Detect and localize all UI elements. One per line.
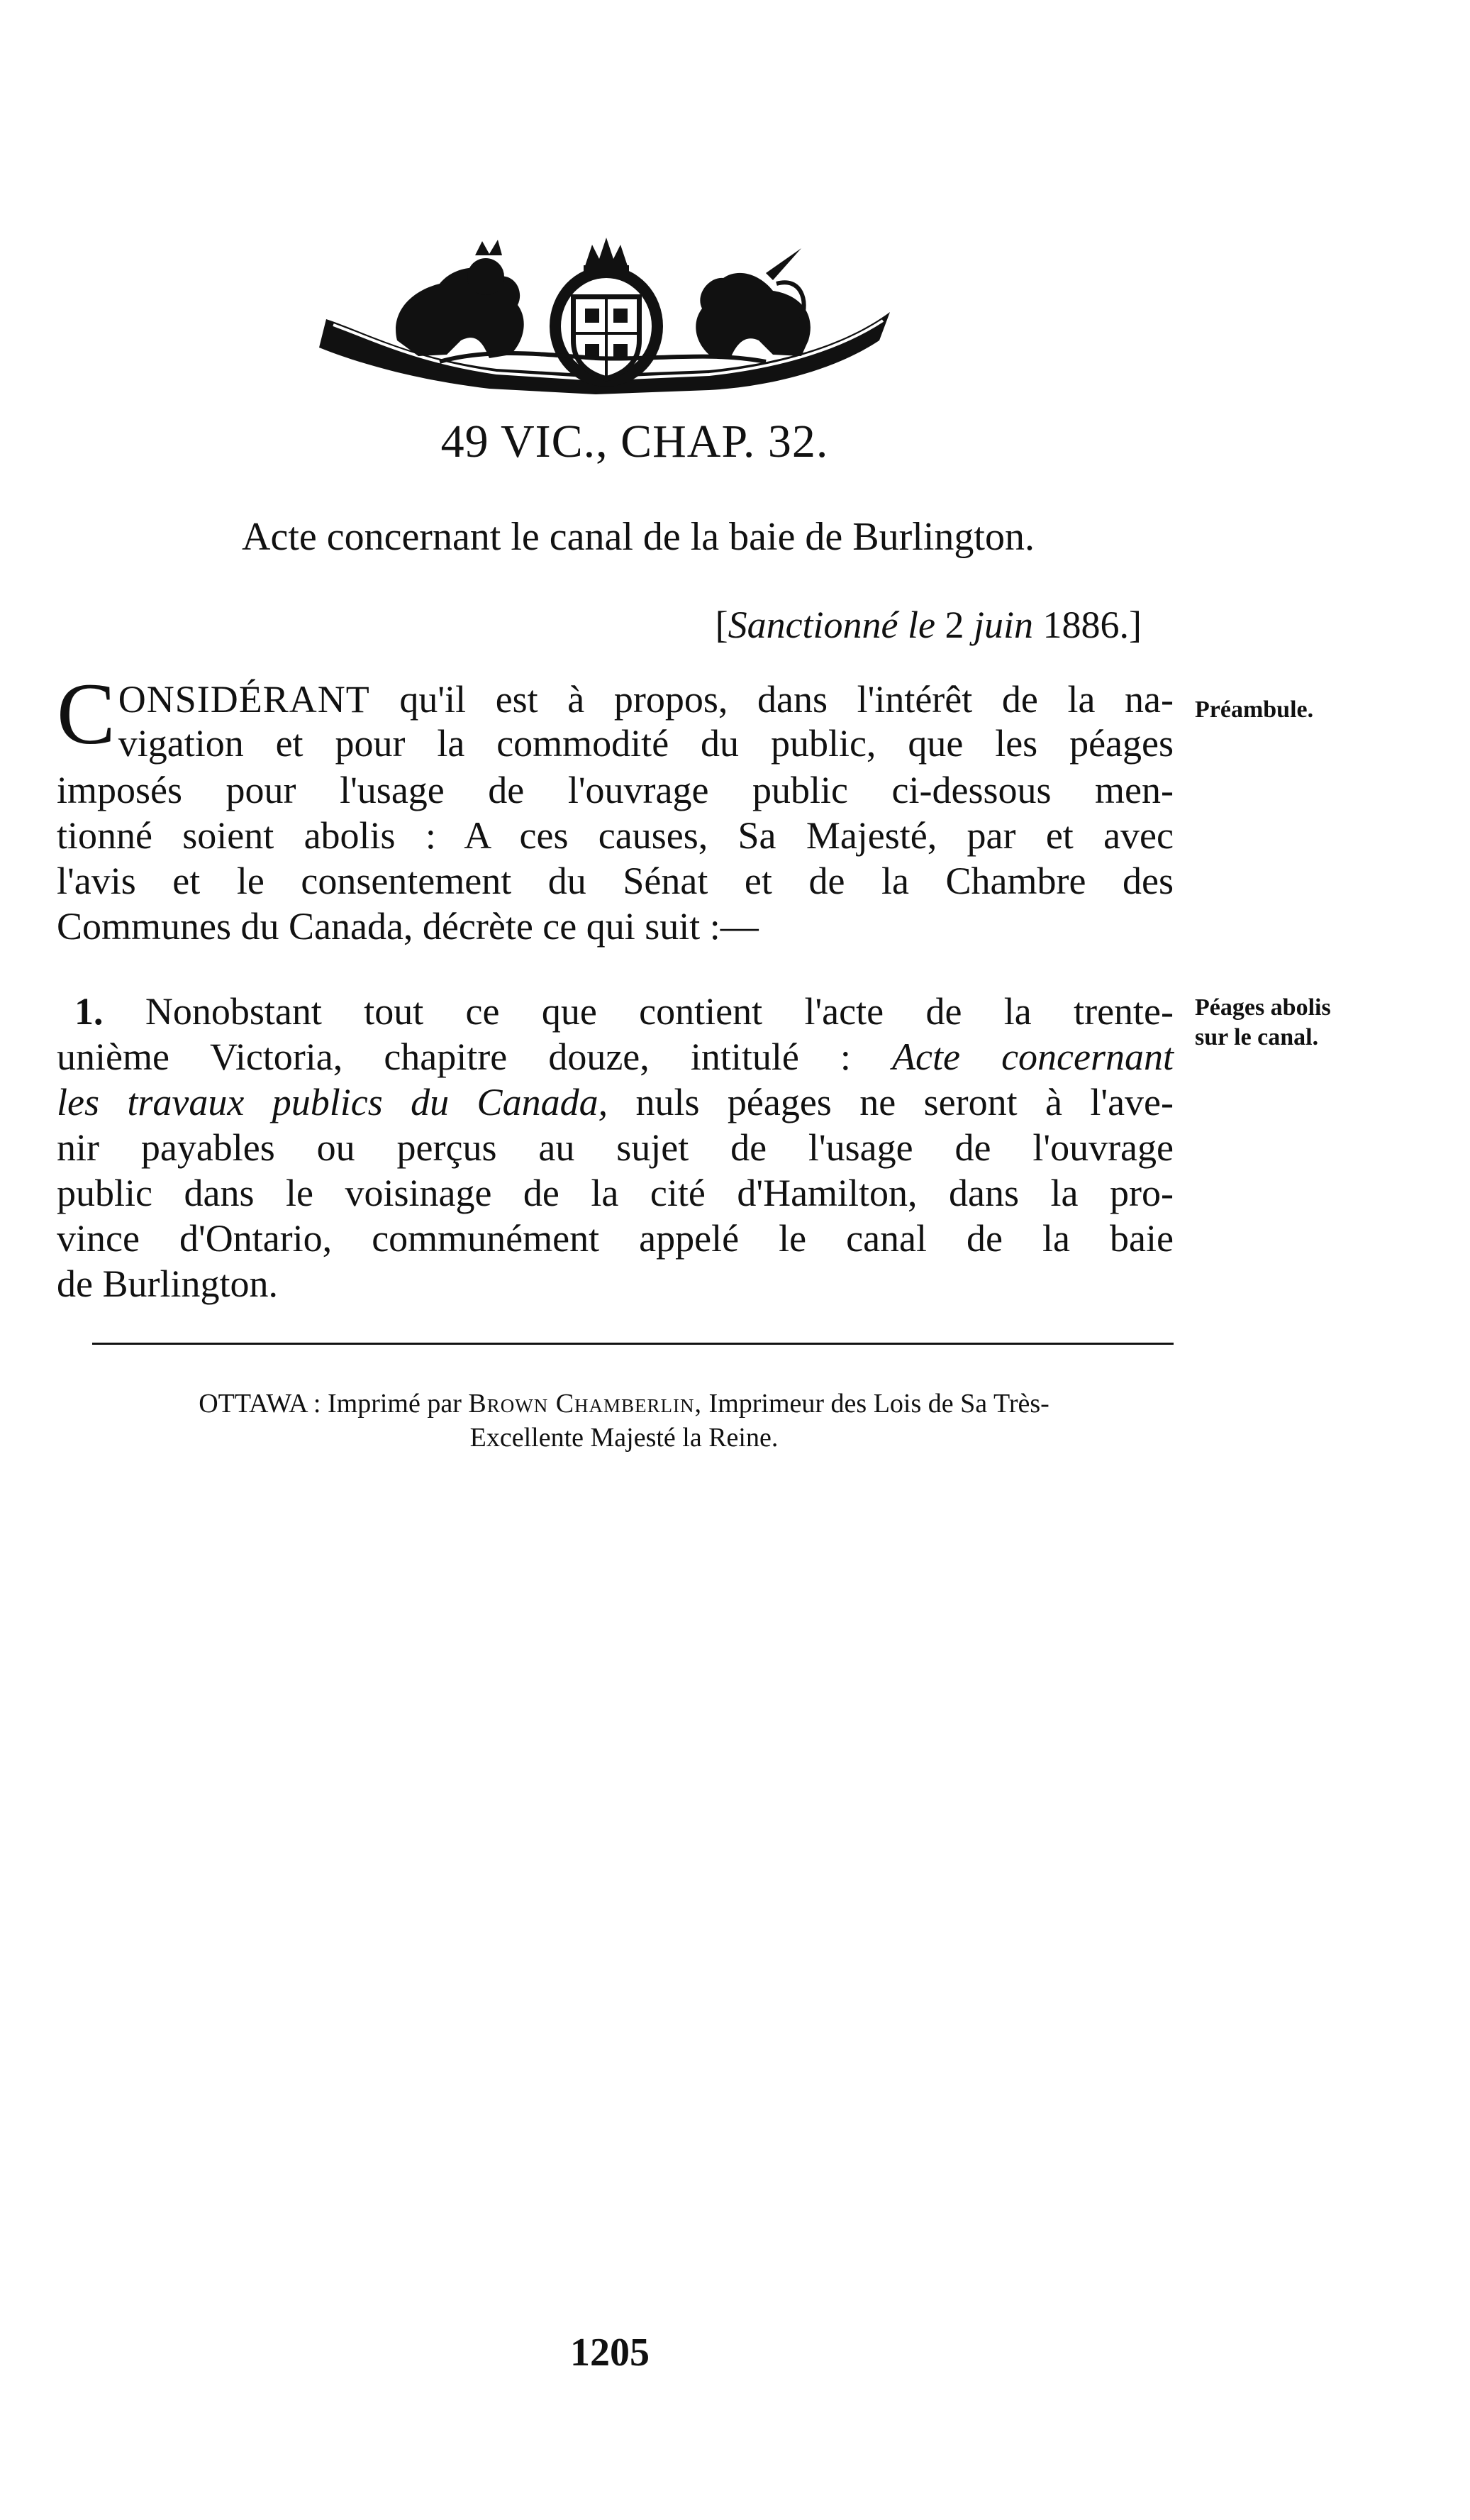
- drop-cap: C: [57, 665, 116, 762]
- section-1-line-3-text: nuls péages ne seront à l'ave-: [608, 1081, 1174, 1123]
- sanction-year: 1886.]: [1033, 604, 1142, 646]
- sanction-open: [: [715, 604, 728, 646]
- margin-note-section-1-line-2: sur le canal.: [1195, 1024, 1319, 1050]
- sanction-day: 2: [935, 604, 974, 646]
- section-1-line-1-text: Nonobstant tout ce que contient l'acte de la trente-: [103, 990, 1174, 1033]
- imprint-printer-title: Imprimeur des Lois de Sa Très-: [702, 1389, 1049, 1419]
- chapter-heading: 49 VIC., CHAP. 32.: [440, 416, 829, 467]
- margin-note-section-1-line-1: Péages abolis: [1195, 994, 1331, 1021]
- royal-coat-of-arms-icon: [312, 234, 901, 397]
- cited-act-title-part-1: Acte concernant: [892, 1036, 1174, 1078]
- horizontal-rule: [92, 1343, 1174, 1345]
- imprint-place: OTTAWA :: [199, 1389, 321, 1419]
- imprint-line-1: [64, 1387, 1184, 1421]
- section-1-line-1: [74, 989, 1174, 1033]
- preamble-line-5: l'avis et le consentement du Sénat et de la Chambre des: [57, 860, 1174, 902]
- preamble-line-1: [57, 677, 1174, 721]
- sanction-label: Sanctionné le: [728, 604, 935, 646]
- section-1-line-2-text: unième Victoria, chapitre douze, intitulé :: [57, 1036, 893, 1078]
- act-title: Acte concernant le canal de la baie de Burlington.: [242, 515, 1035, 559]
- preamble-line-1-text: qu'il est à propos, dans l'intérêt de la na-: [369, 678, 1174, 721]
- section-1-line-6: vince d'Ontario, communément appelé le canal de la baie: [57, 1217, 1174, 1260]
- sanction-month: juin: [974, 604, 1034, 646]
- page-number: 1205: [570, 2331, 650, 2375]
- section-1-line-7: de Burlington.: [57, 1262, 278, 1305]
- section-number: 1.: [74, 990, 104, 1033]
- section-1-line-4: nir payables ou perçus au sujet de l'usage de l'ouvrage: [57, 1126, 1174, 1169]
- preamble-line-3: imposés pour l'usage de l'ouvrage public ci-dessous men-: [57, 769, 1174, 811]
- margin-note-section-1: [1195, 993, 1436, 1053]
- sanction-date: [0, 603, 1142, 647]
- imprint-printed-by: Imprimé par: [321, 1389, 469, 1419]
- margin-note-preamble: Préambule.: [1195, 696, 1314, 723]
- preamble-line-2: vigation et pour la commodité du public, que les péages: [118, 722, 1174, 765]
- section-1-line-3: [57, 1080, 1174, 1124]
- preamble-line-6: Communes du Canada, décrète ce qui suit :—: [57, 905, 759, 948]
- printer-imprint: [64, 1387, 1184, 1455]
- section-1-line-5: public dans le voisinage de la cité d'Hamilton, dans la pro-: [57, 1172, 1174, 1214]
- section-1-line-2: [57, 1035, 1174, 1079]
- preamble-opening-word: ONSIDÉRANT: [118, 678, 370, 721]
- cited-act-title-part-2: les travaux publics du Canada,: [57, 1081, 608, 1123]
- imprint-printer-name: Brown Chamberlin,: [468, 1389, 703, 1419]
- preamble-line-4: tionné soient abolis : A ces causes, Sa Majesté, par et avec: [57, 814, 1174, 857]
- imprint-line-2: Excellente Majesté la Reine.: [469, 1423, 779, 1453]
- preamble-paragraph: [57, 665, 1174, 765]
